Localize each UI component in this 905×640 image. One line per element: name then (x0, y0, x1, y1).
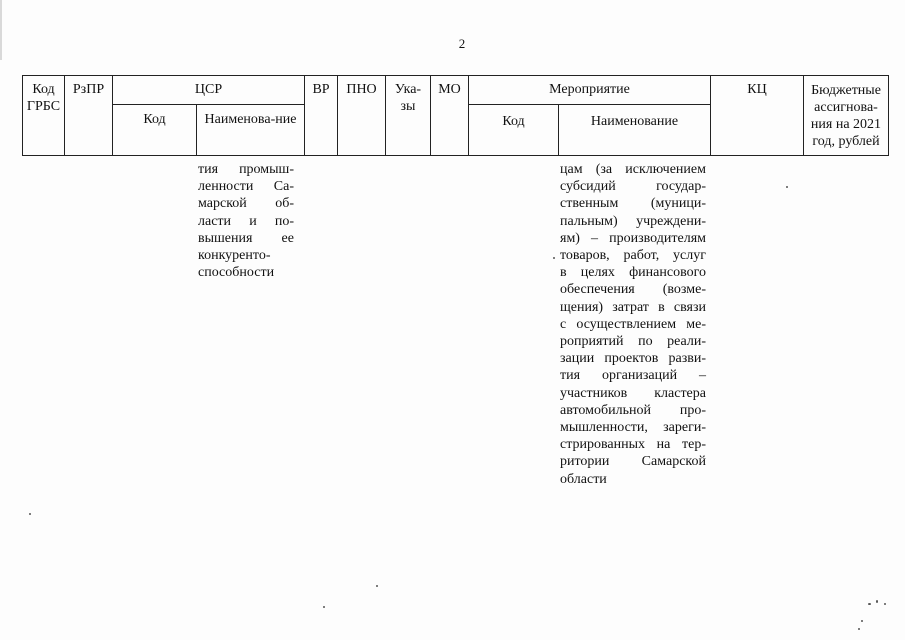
scan-speck (553, 257, 555, 259)
page-number: 2 (458, 36, 466, 51)
scan-speck (861, 620, 863, 622)
text-line: марской об- (198, 196, 294, 212)
text-line: ственным (муници- (560, 196, 706, 212)
scan-speck (29, 513, 31, 515)
text-line: тия промыш- (198, 162, 294, 177)
header-kod-grbs: Код ГРБС (23, 76, 65, 156)
text-line: области (560, 471, 607, 487)
scan-speck (858, 628, 860, 630)
scan-speck (376, 585, 378, 587)
text-line: участников кластера (560, 385, 706, 401)
header-kc: КЦ (711, 76, 804, 156)
header-csr-name: Наименова-ние (197, 105, 305, 156)
scan-speck (876, 600, 878, 603)
scan-edge (0, 0, 2, 60)
text-line: ритории Самарской (560, 454, 706, 470)
header-rzpr: РзПР (65, 76, 113, 156)
scan-speck (884, 603, 886, 605)
header-mer-kod: Код (469, 105, 559, 156)
header-csr-kod: Код (113, 105, 197, 156)
text-line: товаров, работ, услуг (560, 248, 706, 264)
text-line: способности (198, 265, 275, 281)
text-line: стрированных на тер- (560, 437, 706, 453)
text-line: мышленности, зареги- (560, 420, 706, 436)
text-line: ласти и по- (198, 213, 294, 229)
text-line: в целях финансового (560, 265, 706, 281)
event-name-continuation (560, 161, 706, 488)
text-line: щения) затрат в связи (560, 299, 706, 315)
csr-name-continuation (198, 161, 294, 281)
header-budget: Бюджетные ассигнова-ния на 2021 год, рублей (804, 76, 889, 156)
text-line: ям) – производителям (560, 230, 706, 246)
text-line: субсидий государ- (560, 179, 706, 195)
header-vr: ВР (305, 76, 338, 156)
header-pno: ПНО (338, 76, 386, 156)
header-csr: ЦСР (113, 76, 305, 105)
text-line: цам (за исключением (560, 162, 706, 177)
scan-speck (786, 186, 788, 188)
header-mer-name: Наименование (559, 105, 711, 156)
text-line: конкуренто- (198, 248, 271, 264)
scan-speck (868, 603, 871, 605)
scan-speck (323, 606, 325, 608)
text-line: тия организаций – (560, 368, 706, 384)
header-ukazy: Ука-зы (386, 76, 431, 156)
header-table (22, 75, 889, 156)
text-line: с осуществлением ме- (560, 316, 706, 332)
text-line: зации проектов разви- (560, 351, 706, 367)
text-line: ленности Са- (198, 179, 294, 195)
header-mo: МО (431, 76, 469, 156)
text-line: обеспечения (возме- (560, 282, 706, 298)
text-line: автомобильной про- (560, 402, 706, 418)
text-line: роприятий по реали- (560, 334, 706, 350)
header-meropriyatie: Мероприятие (469, 76, 711, 105)
text-line: вышения ее (198, 230, 294, 246)
text-line: пальным) учреждени- (560, 213, 706, 229)
